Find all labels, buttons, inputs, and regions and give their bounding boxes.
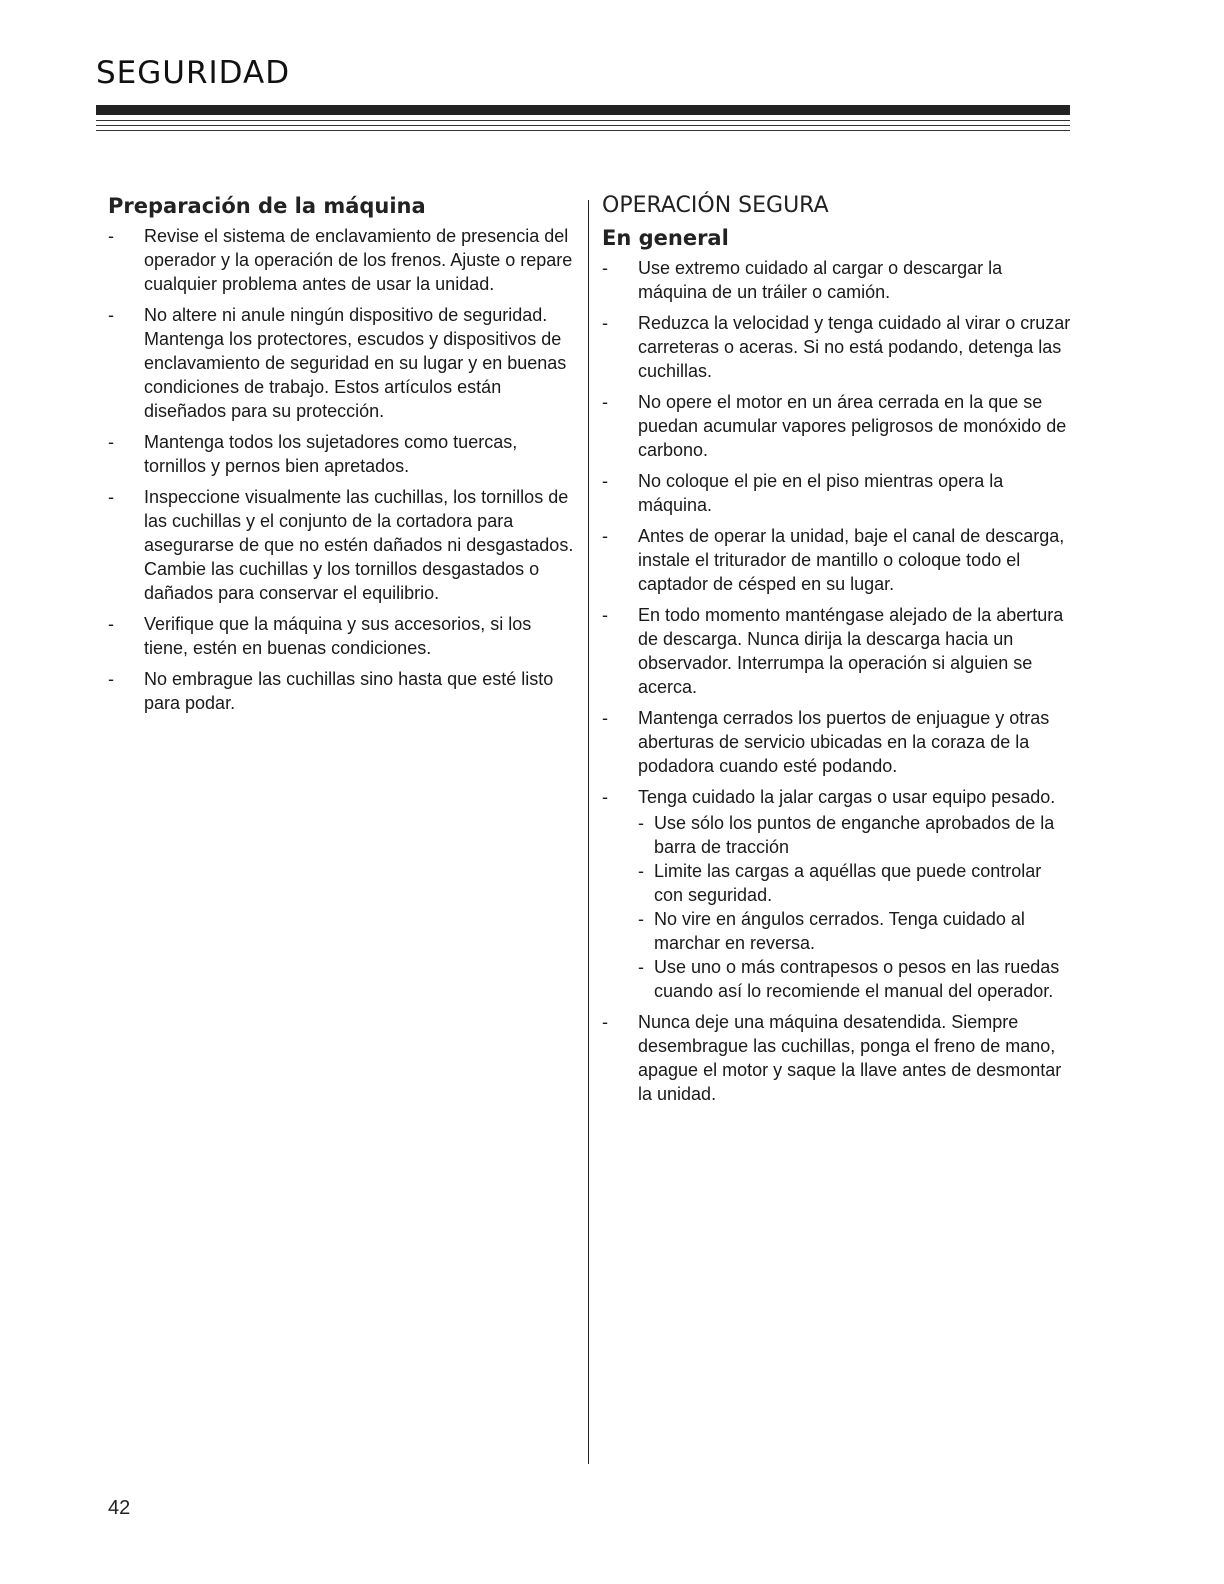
sub-list-item: - Use uno o más contrapesos o pesos en las ruedas cuando así lo recomiende el manual del operador. [638, 957, 1060, 1001]
header-rule-thin [96, 125, 1070, 126]
sub-list [638, 811, 1072, 1003]
list-item: - No opere el motor en un área cerrada en la que se puedan acumular vapores peligrosos de monóxido de carbono. [602, 392, 1067, 460]
list-item: - No altere ni anule ningún dispositivo de seguridad. Mantenga los protectores, escudos y dispositivos de enclavamiento de seguridad en su lugar y en buenas condiciones de trabajo. Estos artículos están diseñados para su protección. [108, 305, 567, 421]
sub-list-item: - Limite las cargas a aquéllas que puede controlar con seguridad. [638, 861, 1042, 905]
sub-list-item: - No vire en ángulos cerrados. Tenga cuidado al marchar en reversa. [638, 909, 1025, 953]
list-item: - Inspeccione visualmente las cuchillas, los tornillos de las cuchillas y el conjunto de la cortadora para asegurarse de que no estén dañados ni desgastados. Cambie las cuchillas y los tornillos desgastados o dañados para conservar el equilibrio. [108, 487, 574, 603]
column-divider [588, 200, 589, 1464]
list-item: - Mantenga cerrados los puertos de enjuague y otras aberturas de servicio ubicadas en la coraza de la podadora cuando esté podando. [602, 708, 1050, 776]
list-item: - Use extremo cuidado al cargar o descargar la máquina de un tráiler o camión. [602, 258, 1003, 302]
list-item: - Nunca deje una máquina desatendida. Siempre desembrague las cuchillas, ponga el freno de mano, apague el motor y saque la llave antes de desmontar la unidad. [602, 1012, 1062, 1104]
sub-list-item: - Use sólo los puntos de enganche aprobados de la barra de tracción [638, 813, 1055, 857]
right-list [602, 256, 1072, 1106]
list-item: - Reduzca la velocidad y tenga cuidado al virar o cruzar carreteras o aceras. Si no está podando, detenga las cuchillas. [602, 313, 1071, 381]
list-item: - Tenga cuidado la jalar cargas o usar equipo pesado. - Use sólo los puntos de enganche aprobados de la barra de tracción - Limite las cargas a aquéllas que puede controlar con seguridad. - No vire en ángulos cerrados. Tenga cuidado al marchar en reversa. - Use uno o más contrapesos o pesos en las ruedas cuando así lo recomiende el manual del operador. [602, 785, 1072, 1003]
list-item: - Verifique que la máquina y sus accesorios, si los tiene, estén en buenas condiciones. [108, 614, 532, 658]
left-list [108, 224, 578, 715]
left-heading: Preparación de la máquina [108, 194, 426, 218]
section-heading: OPERACIÓN SEGURA [602, 193, 829, 218]
page-title: SEGURIDAD [96, 55, 291, 91]
page-number: 42 [108, 1497, 131, 1519]
list-item: - En todo momento manténgase alejado de la abertura de descarga. Nunca dirija la descarga hacia un observador. Interrumpa la operación si alguien se acerca. [602, 605, 1064, 697]
header-rule-thin [96, 120, 1070, 121]
right-column [602, 192, 1072, 1113]
list-item: - Revise el sistema de enclavamiento de presencia del operador y la operación de los frenos. Ajuste o repare cualquier problema antes de usar la unidad. [108, 226, 573, 294]
left-column [108, 192, 578, 722]
list-item: - No embrague las cuchillas sino hasta que esté listo para podar. [108, 669, 554, 713]
list-item: - Mantenga todos los sujetadores como tuercas, tornillos y pernos bien apretados. [108, 432, 518, 476]
list-item: - No coloque el pie en el piso mientras opera la máquina. [602, 471, 1004, 515]
header-rule-thick [96, 105, 1070, 115]
header-rule-thin [96, 130, 1070, 131]
section-subheading: En general [602, 226, 729, 250]
list-item: - Antes de operar la unidad, baje el canal de descarga, instale el triturador de mantillo o coloque todo el captador de césped en su lugar. [602, 526, 1065, 594]
